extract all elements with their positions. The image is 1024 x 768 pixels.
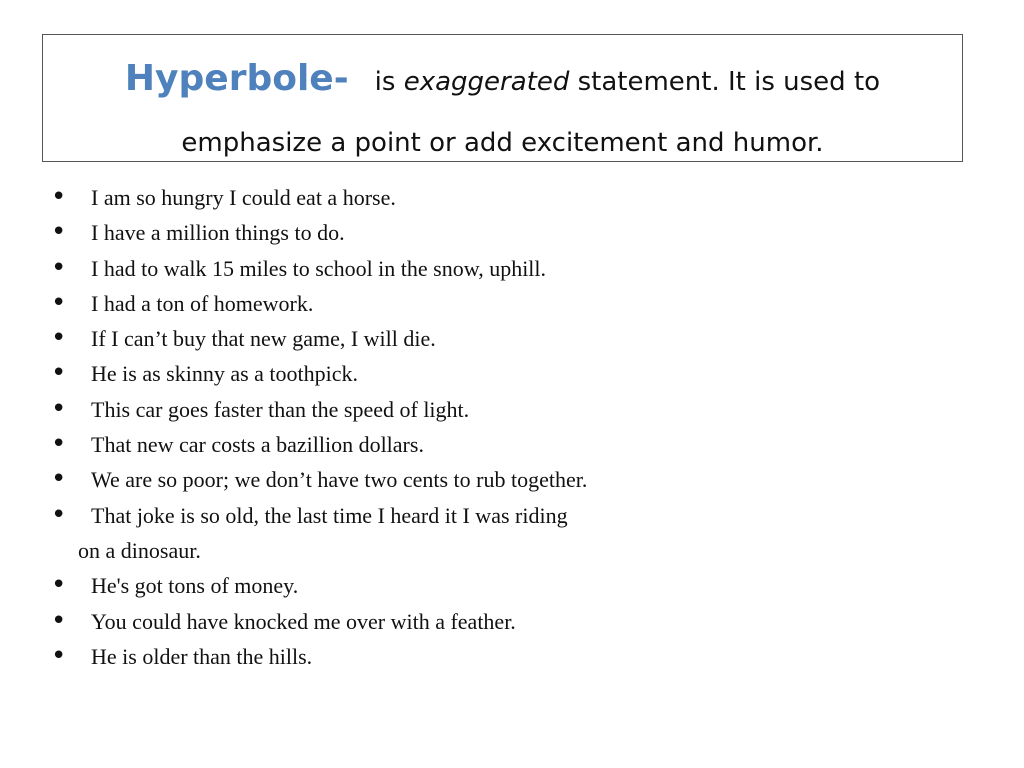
bullet-icon: •	[51, 323, 67, 354]
list-item	[0, 498, 1024, 569]
list-item-text: That new car costs a bazillion dollars.	[91, 432, 424, 458]
list-item	[0, 180, 1024, 215]
list-item-text: You could have knocked me over with a feather.	[91, 608, 516, 634]
bullet-icon: •	[51, 358, 67, 389]
bullet-icon: •	[51, 217, 67, 248]
title-box	[42, 34, 963, 162]
bullet-icon: •	[51, 464, 67, 495]
bullet-icon: •	[51, 393, 67, 424]
bullet-icon: •	[51, 252, 67, 283]
title-line-2: emphasize a point or add excitement and humor.	[181, 128, 824, 158]
bullet-icon: •	[51, 640, 67, 671]
list-item	[0, 462, 1024, 497]
title-line-1	[43, 57, 962, 104]
list-item-continuation: on a dinosaur.	[78, 537, 201, 563]
examples-list	[0, 180, 1024, 674]
list-item-text: This car goes faster than the speed of light.	[91, 396, 470, 422]
bullet-icon: •	[51, 182, 67, 212]
list-item-text: He is as skinny as a toothpick.	[91, 361, 359, 387]
list-item-text: If I can’t buy that new game, I will die.	[91, 326, 436, 352]
title-text-end: statement. It is used to	[569, 67, 881, 97]
list-item	[0, 321, 1024, 356]
list-item	[0, 392, 1024, 427]
list-item	[0, 251, 1024, 286]
bullet-icon: •	[51, 570, 67, 601]
title-term: Hyperbole-	[124, 58, 349, 99]
list-item	[0, 215, 1024, 250]
list-item-text: I had to walk 15 miles to school in the snow, uphill.	[91, 255, 547, 281]
bullet-icon: •	[51, 605, 67, 636]
list-item-text: I am so hungry I could eat a horse.	[91, 185, 396, 210]
list-item-text: I have a million things to do.	[91, 220, 345, 246]
list-item	[0, 639, 1024, 674]
list-item-text: That joke is so old, the last time I heard it I was riding	[91, 502, 568, 528]
list-item	[0, 356, 1024, 391]
bullet-icon: •	[51, 499, 67, 530]
list-item	[0, 427, 1024, 462]
list-item	[0, 286, 1024, 321]
list-item-text: He is older than the hills.	[91, 643, 313, 669]
list-item-text: I had a ton of homework.	[91, 290, 314, 316]
title-text-start: is	[374, 67, 404, 97]
list-item	[0, 604, 1024, 639]
list-item-text: He's got tons of money.	[91, 573, 299, 599]
title-emphasis: exaggerated	[403, 67, 570, 97]
list-item	[0, 568, 1024, 603]
list-item-text: We are so poor; we don’t have two cents to rub together.	[91, 467, 588, 493]
bullet-icon: •	[51, 429, 67, 460]
bullet-icon: •	[51, 287, 67, 318]
